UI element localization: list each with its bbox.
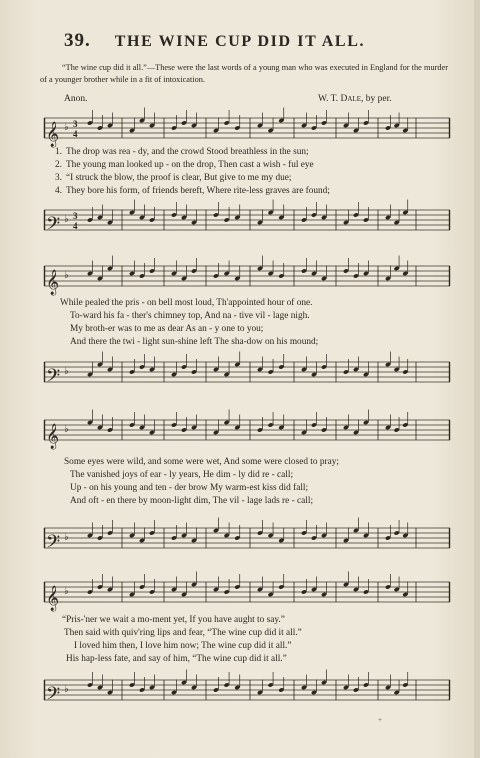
lyric-line: His hap-less fate, and say of him, “The wine cup did it all.”: [66, 654, 287, 664]
lyric-line: 1. The drop was rea - dy, and the crowd Stood breathless in the sun;: [55, 147, 309, 157]
svg-text:♭: ♭: [64, 684, 69, 695]
lyric-line: Then said with quiv'ring lips and fear, “The wine cup did it all.”: [64, 628, 302, 638]
hymn-heading: [64, 30, 454, 52]
svg-text:3: 3: [73, 119, 78, 129]
svg-text:♭: ♭: [64, 122, 69, 133]
composer-credit: [318, 94, 392, 104]
composer-permission: by per.: [365, 94, 392, 104]
svg-text:4: 4: [73, 221, 78, 231]
lyric-line: I loved him then, I love him now; The wine cup did it all.”: [74, 641, 292, 651]
svg-text:3: 3: [73, 211, 78, 221]
lyric-line: 3. “I struck the blow, the proof is clear, But give to me my due;: [55, 173, 292, 183]
hymn-title: THE WINE CUP DID IT ALL.: [114, 33, 366, 50]
bass-staff-4: [44, 672, 450, 716]
treble-staff-3: [44, 412, 450, 456]
lyric-line: 4. They bore his form, of friends bereft, Where rite-less graves are found;: [55, 186, 330, 196]
svg-text:𝄢: 𝄢: [46, 214, 61, 239]
svg-text:𝄞: 𝄞: [46, 122, 60, 147]
lyric-line: Up - on his young and ten - der brow My warm-est kiss did fall;: [70, 483, 309, 493]
lyric-line: The vanished joys of ear - ly years, He dim - ly did re - call;: [70, 470, 294, 480]
svg-text:♭: ♭: [64, 214, 69, 225]
treble-staff-2: [44, 258, 450, 302]
svg-text:♭: ♭: [64, 424, 69, 435]
lyric-line: My broth-er was to me as dear As an - y one to you;: [70, 324, 264, 334]
bass-staff-3: [44, 520, 450, 564]
svg-text:♭: ♭: [64, 366, 69, 377]
svg-text:𝄞: 𝄞: [46, 586, 60, 611]
bass-staff-2: [44, 354, 450, 398]
svg-text:𝄢: 𝄢: [46, 366, 61, 391]
treble-staff-4: [44, 574, 450, 618]
lyric-line: 2. The young man looked up - on the drop, Then cast a wish - ful eye: [55, 160, 314, 170]
svg-text:𝄞: 𝄞: [46, 424, 60, 449]
lyric-line: “Pris-'ner we wait a mo-ment yet, If you have aught to say.”: [62, 615, 285, 625]
svg-text:♭: ♭: [64, 586, 69, 597]
svg-text:♭: ♭: [64, 532, 69, 543]
lyric-line: And oft - en there by moon-light dim, The vil - lage lads re - call;: [70, 496, 314, 506]
hymn-footnote: “The wine cup did it all.”—These were the last words of a young man who was executed in England for the murder of a younger brother while in a fit of intoxication.: [40, 63, 448, 84]
lyric-line: Some eyes were wild, and some were wet, And some were closed to pray;: [64, 457, 339, 467]
lyric-line: To-ward his fa - ther's chimney top, And na - tive vil - lage nigh.: [70, 311, 310, 321]
hymn-number: 39.: [64, 30, 91, 51]
composer-name: W. T. Dale,: [318, 94, 364, 104]
lyric-line: And there the twi - light sun-shine left The sha-dow on his mound;: [70, 337, 319, 347]
bass-staff-1: [44, 202, 450, 246]
svg-text:♭: ♭: [64, 270, 69, 281]
svg-text:𝄞: 𝄞: [46, 270, 60, 295]
svg-text:𝄢: 𝄢: [46, 684, 61, 709]
lyric-line: While pealed the pris - on bell most loud, Th'appointed hour of one.: [60, 298, 313, 308]
page-mark: +: [378, 716, 382, 724]
svg-text:𝄢: 𝄢: [46, 532, 61, 557]
tempo-marking: Anon.: [64, 94, 88, 104]
svg-text:4: 4: [73, 129, 78, 139]
